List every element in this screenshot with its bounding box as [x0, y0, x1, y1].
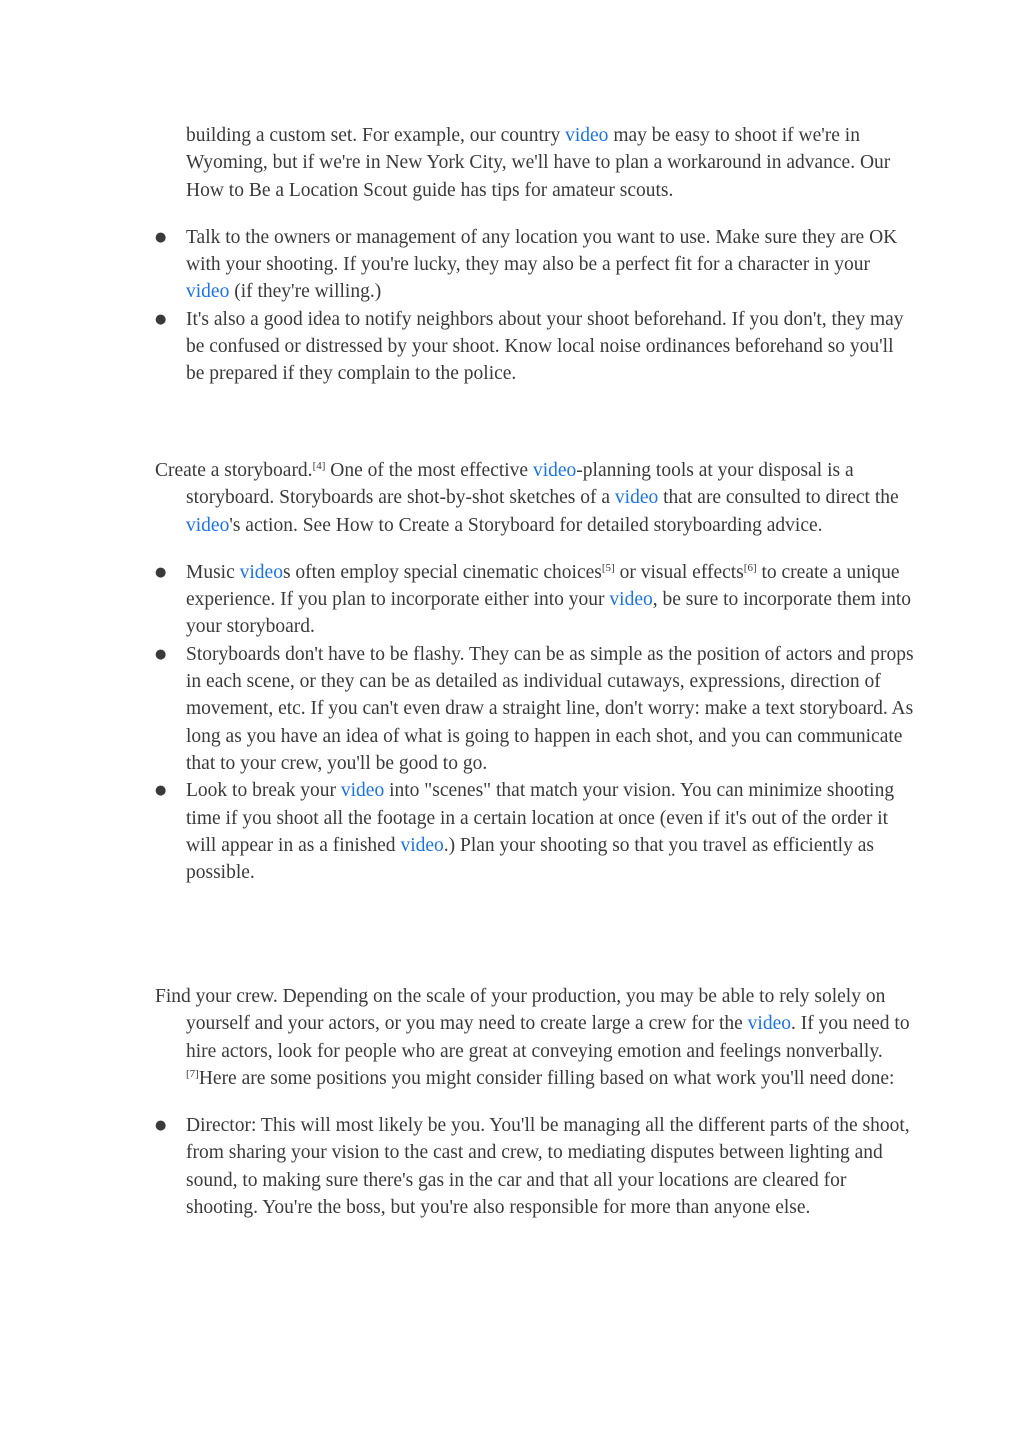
- bullet-icon: ●: [155, 646, 167, 662]
- text-run: Director: This will most likely be you. You'll be managing all the different parts of the shoot, from sharing your vision to the cast and crew, to mediating disputes between lighting and sound, to making sure there's gas in the car and that all your locations are cleared for shooting. You're the boss, but you're also responsible for more than anyone else.: [186, 1115, 910, 1219]
- list-item: [155, 224, 915, 306]
- bullet-icon: ●: [155, 311, 167, 327]
- citation-4[interactable]: [4]: [312, 460, 326, 472]
- section-storyboard: [155, 457, 915, 886]
- citation-7[interactable]: [7]: [186, 1067, 199, 1080]
- bullet-icon: ●: [155, 564, 167, 580]
- text-run: or visual effects: [614, 561, 744, 583]
- text-run: Storyboards don't have to be flashy. They can be as simple as the position of actors and props in each scene, or they can be as detailed as individual cutaways, expressions, direction of movement, etc. If you can't even draw a straight line, don't worry: make a text storyboard. As long as you have an idea of what is going to happen in each shot, and you can communicate that to your crew, you'll be good to go.: [186, 643, 914, 774]
- text-run: Music: [186, 561, 240, 583]
- text-run: It's also a good idea to notify neighbors about your shoot beforehand. If you don't, they may be confused or distressed by your shoot. Know local noise ordinances beforehand so you'll be prepared if they complain to the police.: [186, 308, 904, 385]
- bullet-icon: ●: [155, 783, 167, 799]
- citation-6[interactable]: [6]: [743, 561, 757, 574]
- video-link[interactable]: video: [400, 834, 444, 856]
- text-run: -planning tools at your disposal is a storyboard. Storyboards are shot-by-shot sketches of a: [186, 460, 854, 509]
- text-run: may be easy to shoot if we're in Wyoming, but if we're in New York City, we'll have to plan a workaround in advance. Our How to Be a Location Scout guide has tips for amateur scouts.: [186, 125, 891, 201]
- text-run: , be sure to incorporate them into your storyboard.: [186, 589, 912, 638]
- text-run: that are consulted to direct the: [658, 487, 899, 509]
- video-link[interactable]: video: [565, 125, 609, 146]
- list-item: [155, 1112, 915, 1221]
- list-item: [155, 306, 915, 388]
- video-link[interactable]: video: [186, 281, 230, 303]
- text-run: (if they're willing.): [229, 281, 382, 303]
- bullet-icon: ●: [155, 1118, 167, 1134]
- text-run: Here are some positions you might consider filling based on what work you'll need done:: [198, 1067, 895, 1089]
- text-run: . If you need to hire actors, look for people who are great at conveying emotion and feelings nonverbally.: [186, 1013, 910, 1062]
- list-item: [155, 641, 915, 777]
- text-run: to create a unique experience. If you plan to incorporate either into your: [186, 561, 900, 611]
- list-item: [155, 777, 915, 886]
- storyboard-bullet-list: [155, 559, 915, 887]
- section-location: [155, 122, 915, 388]
- text-run: Create a storyboard.: [155, 460, 313, 481]
- location-bullet-list: [155, 224, 915, 388]
- video-link[interactable]: video: [609, 589, 653, 611]
- video-link[interactable]: video: [747, 1013, 791, 1035]
- video-link[interactable]: video: [186, 514, 230, 536]
- video-link[interactable]: video: [532, 460, 577, 481]
- list-item: [155, 559, 915, 641]
- video-link[interactable]: video: [239, 561, 283, 583]
- text-run: into "scenes" that match your vision. You can minimize shooting time if you shoot all the footage in a certain location at once (even if it's out of the order it will appear in as a finished: [186, 780, 895, 856]
- text-run: Talk to the owners or management of any location you want to use. Make sure they are OK with your shooting. If you're lucky, they may also be a perfect fit for a character in your: [186, 226, 898, 276]
- crew-paragraph: [155, 983, 915, 1092]
- crew-bullet-list: [155, 1112, 915, 1221]
- text-run: Find your crew. Depending on the scale of your production, you may be able to rely solely on yourself and your actors, or you may need to create large a crew for the: [155, 986, 886, 1035]
- citation-5[interactable]: [5]: [601, 561, 615, 574]
- bullet-icon: ●: [155, 229, 167, 245]
- location-paragraph: [155, 122, 915, 204]
- section-crew: [155, 983, 915, 1221]
- storyboard-paragraph: [155, 457, 915, 539]
- text-run: 's action. See How to Create a Storyboard for detailed storyboarding advice.: [229, 514, 823, 536]
- text-run: .) Plan your shooting so that you travel as efficiently as possible.: [186, 834, 874, 884]
- text-run: s often employ special cinematic choices: [282, 561, 602, 583]
- text-run: building a custom set. For example, our country: [186, 125, 566, 146]
- text-run: Look to break your: [186, 780, 341, 802]
- video-link[interactable]: video: [340, 780, 385, 802]
- video-link[interactable]: video: [614, 487, 659, 509]
- text-run: One of the most effective: [325, 460, 533, 481]
